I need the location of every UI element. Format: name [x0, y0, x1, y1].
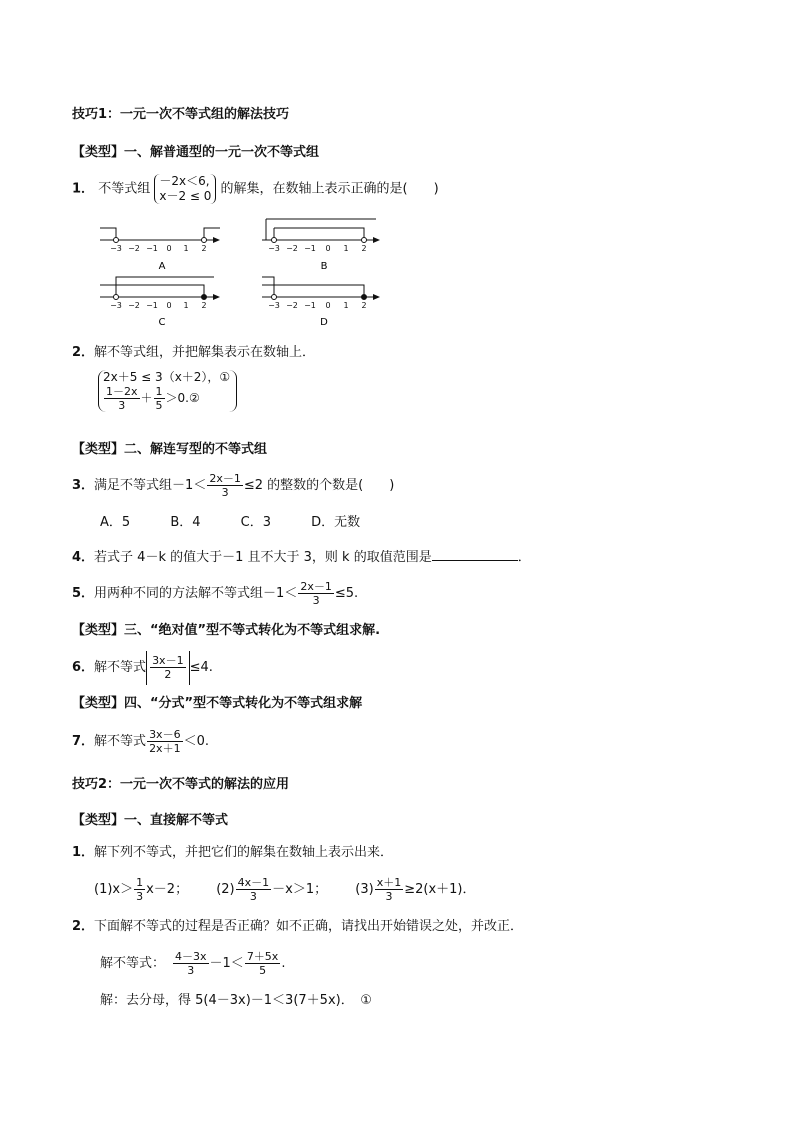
question-text: 解不等式	[94, 734, 147, 749]
absolute-value: $\frac{3x-1}{2}$	[146, 651, 190, 685]
number-line-c	[100, 277, 220, 328]
option-label: A	[158, 261, 166, 272]
part-1: (1)x＞ $\frac{1}{3}$ x－2；	[94, 876, 189, 903]
section-title-2: 技巧2：一元一次不等式的解法的应用	[72, 777, 290, 792]
tick-label: 2	[361, 301, 367, 310]
inequality-line: 2x＋5 ≤ 3（x＋2），①	[103, 370, 231, 384]
tick-label: 0	[325, 301, 331, 310]
question-text: ≤4.	[189, 660, 213, 675]
question-1	[72, 174, 439, 204]
question-text: 解不等式组，并把解集表示在数轴上．	[94, 345, 316, 360]
question-3	[72, 472, 394, 499]
question-text: 解下列不等式，并把它们的解集在数轴上表示出来．	[94, 845, 394, 860]
tick-label: −1	[304, 301, 316, 310]
type-heading-2: 【类型】二、解连写型的不等式组	[72, 442, 268, 457]
tick-label: −2	[286, 244, 298, 253]
inequality-system	[98, 370, 237, 412]
tick-label: −2	[128, 301, 140, 310]
question-text: 用两种不同的方法解不等式组－1＜	[94, 586, 298, 601]
choice-a: A．5	[100, 515, 131, 530]
question-2	[72, 344, 315, 362]
question-text: 下面解不等式的过程是否正确？如不正确，请找出开始错误之处，并改正．	[94, 919, 524, 934]
q9-problem: 解不等式： $\frac{4-3x}{3}$ －1＜ $\frac{7+5x}{5}$ .	[100, 950, 286, 977]
number-line-a	[100, 228, 220, 272]
tick-label: −3	[110, 244, 122, 253]
tick-label: 1	[183, 301, 189, 310]
question-number: 4．	[72, 550, 95, 565]
q8-parts	[94, 872, 475, 908]
tick-label: 0	[166, 244, 172, 253]
question-text: ≤5.	[334, 586, 359, 601]
question-number: 1．	[72, 845, 95, 860]
question-text: 解不等式	[94, 660, 147, 675]
tick-label: 1	[343, 301, 349, 310]
question-6	[72, 650, 213, 686]
number-line-options	[96, 215, 396, 330]
inequality-line: x－2 ≤ 0	[159, 189, 212, 203]
question-number: 2．	[72, 919, 95, 934]
tick-label: −2	[128, 244, 140, 253]
tick-label: 2	[201, 244, 207, 253]
question-number: 1．	[72, 181, 95, 197]
q3-choices	[100, 514, 360, 532]
part-2: (2) $\frac{4x-1}{3}$ －x＞1；	[216, 876, 328, 903]
question-text: 若式子 4－k 的值大于－1 且不大于 3，则 k 的取值范围是	[94, 550, 432, 565]
question-8	[72, 844, 393, 862]
tick-label: −1	[146, 301, 158, 310]
question-text: 不等式组	[98, 181, 151, 197]
tick-label: 2	[201, 301, 207, 310]
fraction: $\frac{2x-1}{3}$	[300, 580, 332, 607]
question-number: 5．	[72, 586, 95, 601]
inequality-system	[154, 174, 216, 204]
option-label: D	[320, 317, 328, 328]
question-text: ≤2 的整数的个数是( )	[243, 478, 395, 493]
tick-label: 0	[325, 244, 331, 253]
fraction: $\frac{3x-6}{2x+1}$	[149, 728, 181, 755]
tick-label: 1	[183, 244, 189, 253]
question-number: 6．	[72, 660, 95, 675]
type-heading-4: 【类型】四、“分式”型不等式转化为不等式组求解	[72, 696, 363, 711]
fraction: $\frac{2x-1}{3}$	[209, 472, 241, 499]
option-label: C	[158, 317, 166, 328]
option-label: B	[320, 261, 328, 272]
section-title-1: 技巧1：一元一次不等式组的解法技巧	[72, 107, 290, 122]
question-text: 满足不等式组－1＜	[94, 478, 207, 493]
number-line-b	[262, 219, 380, 272]
question-number: 2．	[72, 345, 95, 360]
tick-label: −1	[146, 244, 158, 253]
question-9	[72, 918, 523, 936]
tick-label: −1	[304, 244, 316, 253]
inequality-line: －2x＜6,	[159, 174, 210, 188]
tick-label: 0	[166, 301, 172, 310]
question-text: 的解集，在数轴上表示正确的是( )	[220, 181, 439, 197]
type-heading-1: 【类型】一、解普通型的一元一次不等式组	[72, 145, 320, 160]
question-4: 4．若式子 4－k 的值大于－1 且不大于 3，则 k 的取值范围是 ．	[72, 550, 531, 565]
q2-system	[98, 370, 237, 412]
tick-label: −3	[268, 301, 280, 310]
question-text: ＜0.	[183, 734, 209, 749]
question-number: 7．	[72, 734, 95, 749]
number-line-d	[262, 277, 380, 328]
choice-c: C．3	[240, 515, 272, 530]
part-3: (3) $\frac{x+1}{3}$ ≥2(x＋1)．	[355, 876, 476, 903]
answer-blank[interactable]	[432, 548, 518, 561]
type-heading-3: 【类型】三、“绝对值”型不等式转化为不等式组求解.	[72, 623, 381, 638]
choice-d: D．无数	[311, 515, 361, 530]
q9-solution-step: 解：去分母，得 5(4－3x)－1＜3(7＋5x)． ①	[100, 993, 372, 1008]
tick-label: −3	[268, 244, 280, 253]
inequality-line: $\frac{1-2x}{3}$ ＋ $\frac{1}{5}$ ＞0.②	[106, 385, 200, 412]
question-7	[72, 724, 209, 760]
question-number: 3．	[72, 478, 95, 493]
tick-label: 2	[361, 244, 367, 253]
tick-label: 1	[343, 244, 349, 253]
tick-label: −3	[110, 301, 122, 310]
question-5	[72, 580, 358, 607]
type-heading-5: 【类型】一、直接解不等式	[72, 813, 229, 828]
choice-b: B．4	[170, 515, 201, 530]
tick-label: −2	[286, 301, 298, 310]
